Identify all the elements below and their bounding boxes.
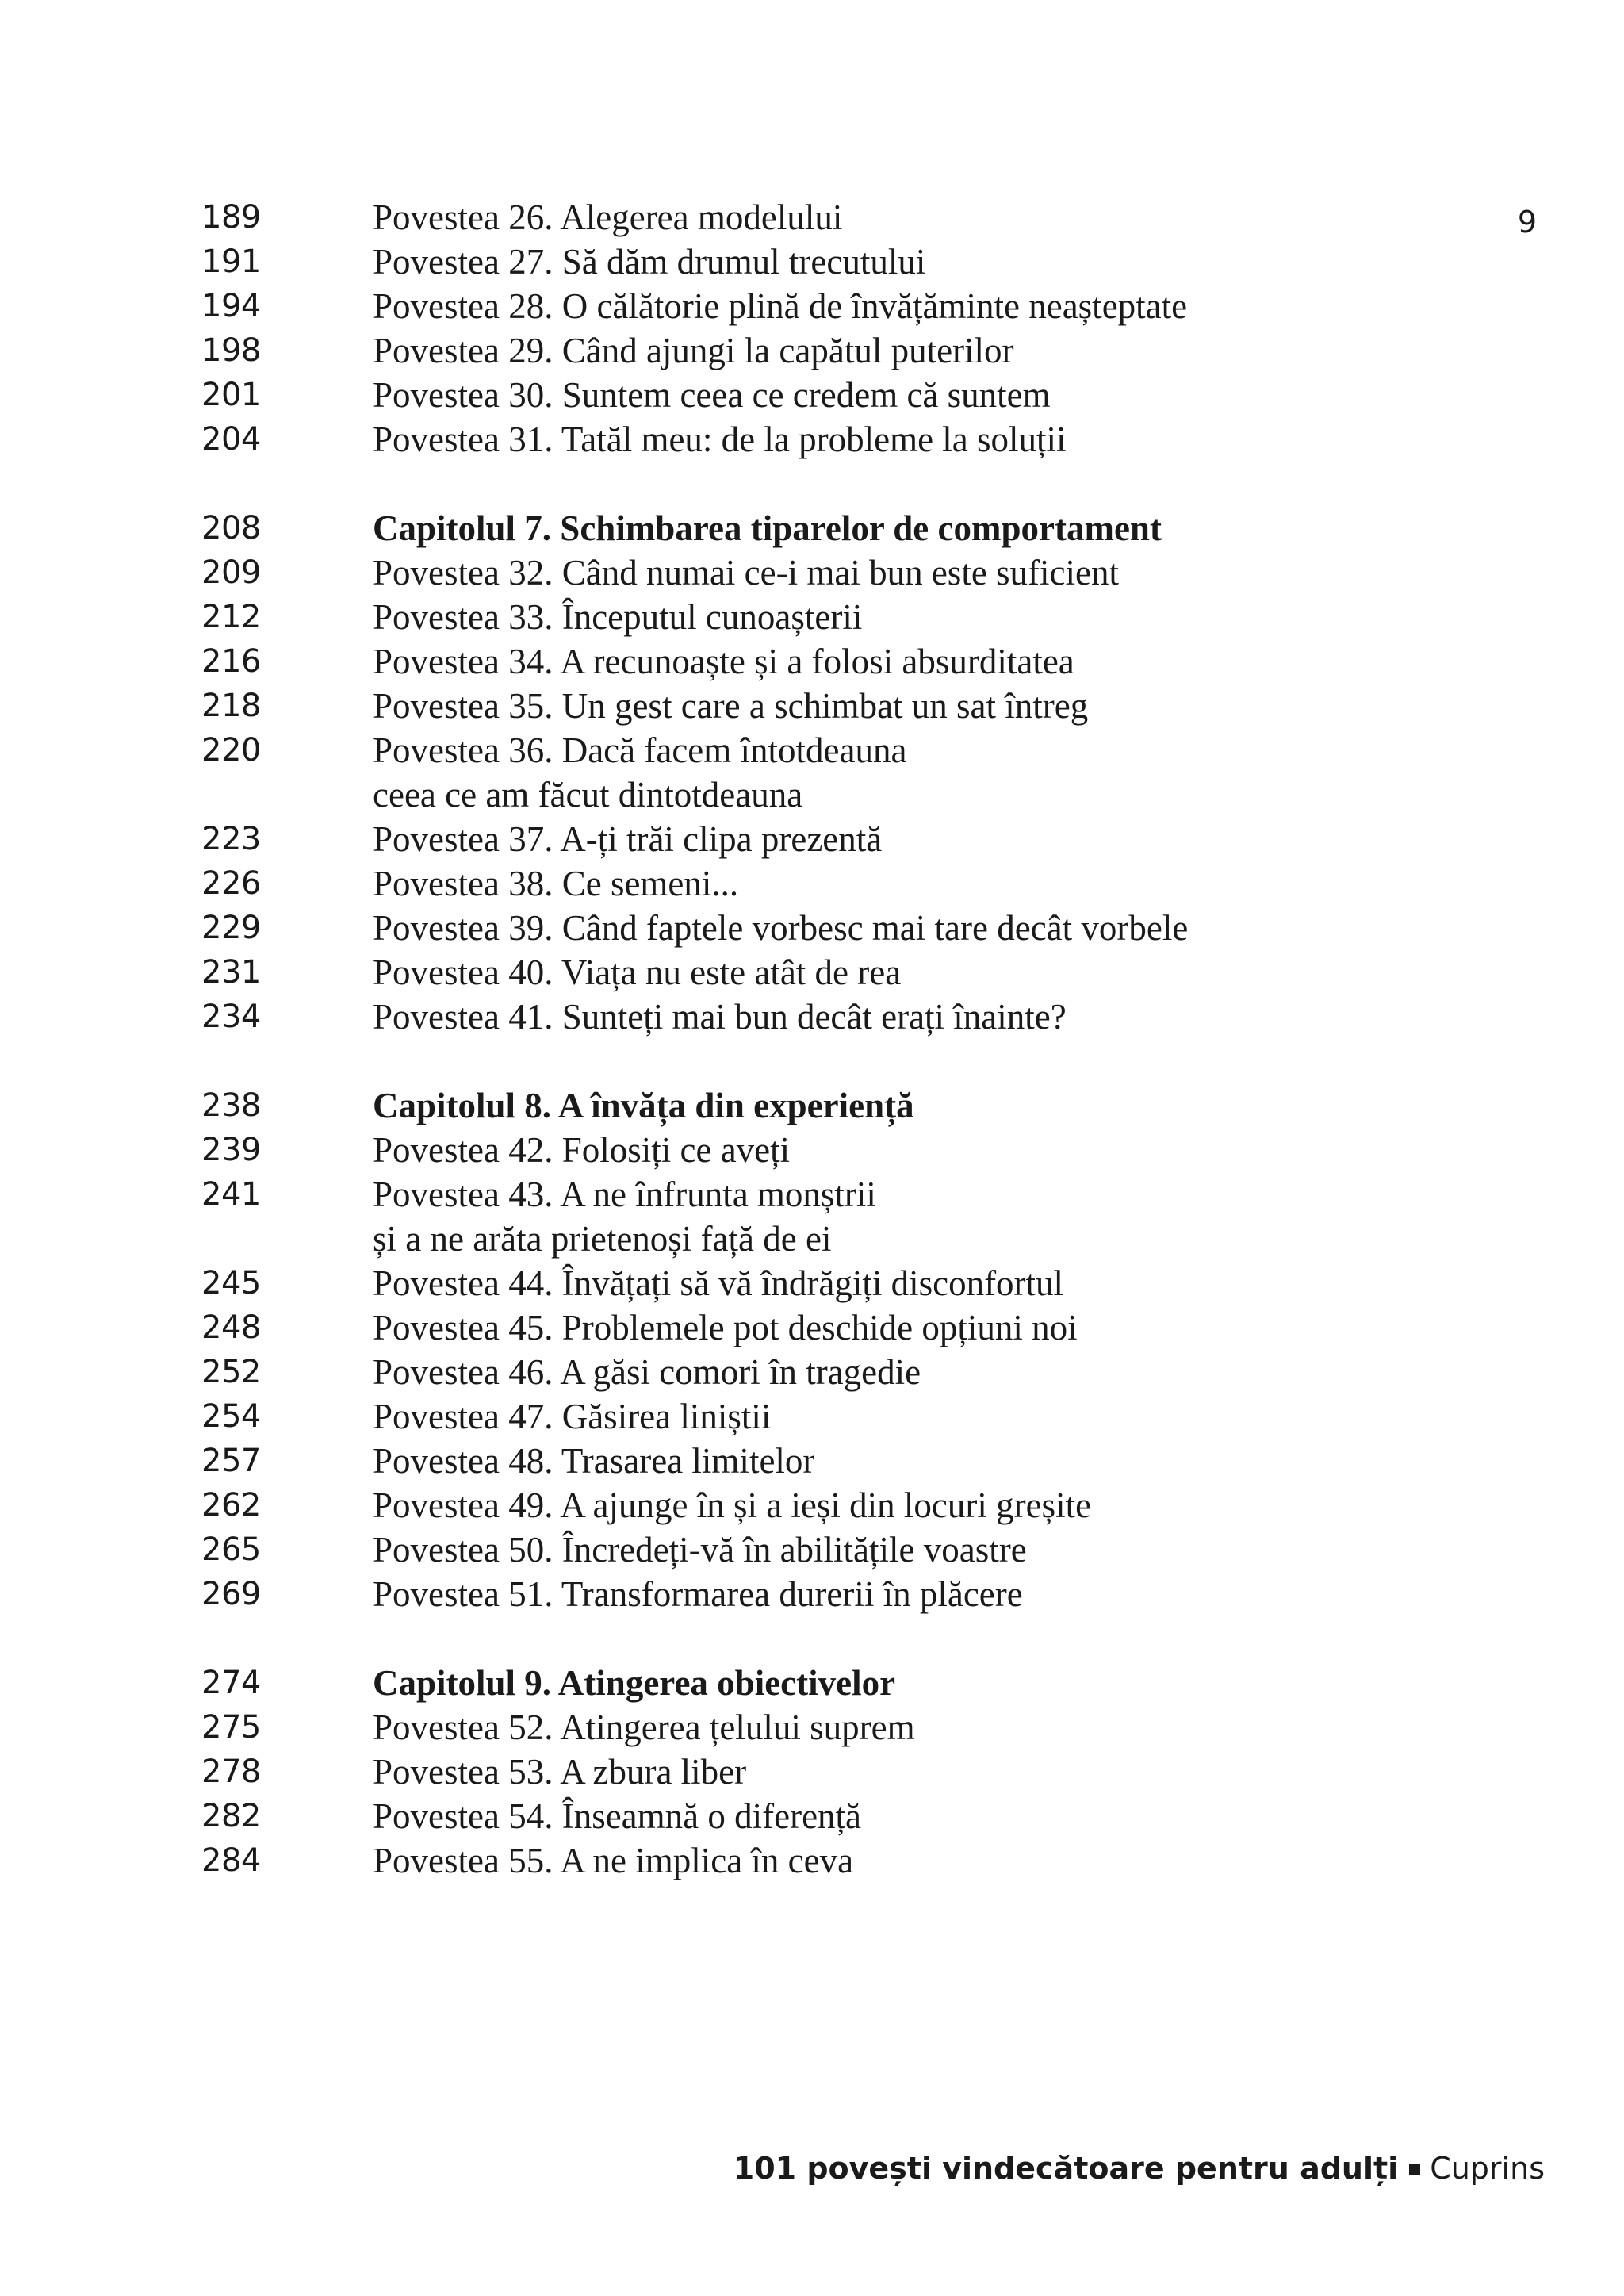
toc-title-line: Povestea 51. Transformarea durerii în plăcere (373, 1574, 1023, 1614)
toc-entry-row (0, 1705, 1624, 1750)
toc-title-line: Povestea 45. Problemele pot deschide opțiuni noi (373, 1308, 1078, 1347)
toc-entry-title (373, 817, 1522, 861)
toc-page-number: 265 (201, 1531, 261, 1568)
toc-entry-row (0, 417, 1624, 462)
toc-page-number: 257 (201, 1443, 261, 1479)
toc-entry-title (373, 1128, 1522, 1172)
toc-entry-title (373, 1394, 1522, 1439)
toc-entry-row (0, 1838, 1624, 1883)
toc-title-line: Povestea 44. Învățați să vă îndrăgiți disconfortul (373, 1263, 1064, 1303)
toc-chapter-row (0, 1083, 1624, 1128)
toc-entry-row (0, 861, 1624, 906)
toc-title-line: Povestea 40. Viața nu este atât de rea (373, 953, 902, 992)
footer-separator-square (1409, 2164, 1420, 2175)
toc-title-line: Povestea 50. Încredeți-vă în abilitățile voastre (373, 1530, 1027, 1570)
toc-entry-title (373, 995, 1522, 1039)
table-of-contents (0, 195, 1624, 1927)
toc-entry-title (373, 1527, 1522, 1572)
toc-entry-title (373, 639, 1522, 684)
toc-entry-row (0, 906, 1624, 950)
toc-entry-title (373, 1705, 1522, 1750)
toc-entry-row (0, 328, 1624, 373)
toc-title-line: Capitolul 7. Schimbarea tiparelor de comportament (373, 508, 1162, 548)
toc-title-line: Povestea 34. A recunoaște și a folosi absurditatea (373, 642, 1074, 681)
toc-entry-row (0, 1350, 1624, 1394)
toc-section (0, 195, 1624, 462)
toc-entry-row (0, 550, 1624, 595)
toc-entry-title (373, 595, 1522, 639)
toc-chapter-title (373, 506, 1522, 550)
toc-entry-row (0, 1261, 1624, 1305)
toc-title-line: Povestea 46. A găsi comori în tragedie (373, 1352, 921, 1392)
toc-entry-row (0, 817, 1624, 861)
toc-entry-row (0, 1572, 1624, 1616)
toc-page-number: 231 (201, 954, 261, 991)
toc-entry-title (373, 284, 1522, 328)
toc-page-number: 241 (201, 1176, 261, 1213)
toc-entry-title (373, 1305, 1522, 1350)
footer-book-title: 101 povești vindecătoare pentru adulți (733, 2151, 1399, 2186)
toc-title-line: Povestea 37. A-ți trăi clipa prezentă (373, 819, 883, 859)
toc-entry-row (0, 1527, 1624, 1572)
toc-title-line: Povestea 33. Începutul cunoașterii (373, 597, 863, 637)
toc-chapter-title (373, 1661, 1522, 1705)
toc-title-line: Povestea 55. A ne implica în ceva (373, 1841, 854, 1880)
toc-entry-row (0, 240, 1624, 284)
toc-page-number: 234 (201, 999, 261, 1035)
toc-page-number: 218 (201, 688, 261, 724)
toc-entry-row (0, 995, 1624, 1039)
toc-entry-row (0, 1128, 1624, 1172)
toc-entry-row (0, 1439, 1624, 1483)
toc-entry-row (0, 1305, 1624, 1350)
toc-entry-row (0, 1794, 1624, 1838)
toc-entry-title (373, 1572, 1522, 1616)
toc-page-number: 269 (201, 1576, 261, 1612)
toc-entry-title (373, 1794, 1522, 1838)
toc-title-line: Povestea 38. Ce semeni... (373, 864, 739, 903)
toc-page-number: 209 (201, 554, 261, 591)
toc-page-number: 223 (201, 821, 261, 857)
toc-entry-title (373, 550, 1522, 595)
toc-page-number: 284 (201, 1842, 261, 1879)
toc-entry-row (0, 373, 1624, 417)
toc-entry-title (373, 1261, 1522, 1305)
toc-entry-title (373, 195, 1522, 240)
toc-page-number: 189 (201, 199, 261, 236)
toc-title-line: Povestea 42. Folosiți ce aveți (373, 1130, 791, 1170)
toc-entry-title (373, 1483, 1522, 1527)
toc-page-number: 238 (201, 1087, 261, 1124)
toc-page-number: 275 (201, 1709, 261, 1746)
toc-title-line-continued: ceea ce am făcut dintotdeauna (373, 775, 803, 815)
toc-entry-row (0, 639, 1624, 684)
toc-page-number: 212 (201, 599, 261, 635)
toc-title-line: Povestea 48. Trasarea limitelor (373, 1441, 815, 1481)
toc-page-number: 226 (201, 865, 261, 902)
toc-entry-title (373, 1350, 1522, 1394)
toc-entry-row (0, 195, 1624, 240)
toc-page-number: 208 (201, 510, 261, 546)
toc-title-line-continued: și a ne arăta prietenoși față de ei (373, 1219, 832, 1259)
toc-title-line: Povestea 32. Când numai ce-i mai bun este suficient (373, 553, 1120, 592)
toc-title-line: Povestea 35. Un gest care a schimbat un sat întreg (373, 686, 1089, 726)
toc-entry-title (373, 1838, 1522, 1883)
toc-entry-title (373, 684, 1522, 728)
toc-title-line: Povestea 27. Să dăm drumul trecutului (373, 242, 926, 282)
toc-page-number: 245 (201, 1265, 261, 1301)
toc-page-number: 254 (201, 1398, 261, 1435)
toc-chapter-row (0, 1661, 1624, 1705)
toc-page-number: 204 (201, 421, 261, 458)
toc-entry-row (0, 950, 1624, 995)
toc-title-line: Povestea 39. Când faptele vorbesc mai tare decât vorbele (373, 908, 1189, 948)
toc-entry-row (0, 284, 1624, 328)
toc-page-number: 229 (201, 910, 261, 946)
toc-entry-title (373, 861, 1522, 906)
toc-entry-row (0, 1172, 1624, 1261)
toc-entry-row (0, 684, 1624, 728)
toc-title-line: Povestea 28. O călătorie plină de învățăminte neașteptate (373, 286, 1188, 326)
toc-page-number: 220 (201, 732, 261, 769)
toc-title-line: Povestea 29. Când ajungi la capătul puterilor (373, 331, 1014, 370)
toc-page-number: 239 (201, 1132, 261, 1168)
toc-page-number: 198 (201, 332, 261, 369)
running-footer (733, 2146, 1545, 2191)
toc-chapter-row (0, 506, 1624, 550)
toc-title-line: Povestea 52. Atingerea țelului suprem (373, 1708, 915, 1747)
toc-entry-title (373, 906, 1522, 950)
toc-page-number: 191 (201, 243, 261, 280)
toc-entry-title (373, 328, 1522, 373)
toc-title-line: Povestea 53. A zbura liber (373, 1752, 747, 1792)
toc-page-number: 194 (201, 288, 261, 324)
toc-title-line: Capitolul 9. Atingerea obiectivelor (373, 1663, 896, 1703)
toc-entry-title (373, 1172, 1522, 1261)
toc-entry-row (0, 1394, 1624, 1439)
toc-page-number: 248 (201, 1309, 261, 1346)
toc-entry-title (373, 417, 1522, 462)
toc-chapter-title (373, 1083, 1522, 1128)
toc-section (0, 1661, 1624, 1883)
toc-section (0, 506, 1624, 1039)
toc-page-number: 216 (201, 643, 261, 680)
footer-section-name: Cuprins (1430, 2151, 1545, 2186)
toc-page-number: 274 (201, 1665, 261, 1701)
toc-entry-title (373, 240, 1522, 284)
toc-section (0, 1083, 1624, 1616)
toc-entry-title (373, 950, 1522, 995)
toc-entry-row (0, 595, 1624, 639)
toc-entry-title (373, 373, 1522, 417)
toc-title-line: Povestea 31. Tatăl meu: de la probleme la soluții (373, 420, 1067, 459)
toc-title-line: Povestea 47. Găsirea liniștii (373, 1397, 772, 1436)
toc-entry-title (373, 728, 1522, 817)
toc-page-number: 262 (201, 1487, 261, 1524)
page-number: 9 (1517, 205, 1537, 240)
toc-entry-row (0, 1750, 1624, 1794)
toc-entry-row (0, 1483, 1624, 1527)
toc-page-number: 201 (201, 377, 261, 413)
toc-title-line: Povestea 43. A ne înfrunta monștrii (373, 1175, 876, 1214)
toc-title-line: Povestea 49. A ajunge în și a ieși din locuri greșite (373, 1485, 1092, 1525)
toc-title-line: Povestea 36. Dacă facem întotdeauna (373, 730, 907, 770)
toc-title-line: Povestea 54. Înseamnă o diferență (373, 1796, 862, 1836)
toc-title-line: Capitolul 8. A învăța din experiență (373, 1086, 914, 1125)
toc-page-number: 252 (201, 1354, 261, 1390)
toc-entry-title (373, 1439, 1522, 1483)
toc-title-line: Povestea 41. Sunteți mai bun decât erați înainte? (373, 997, 1067, 1037)
toc-page-number: 282 (201, 1798, 261, 1834)
toc-title-line: Povestea 26. Alegerea modelului (373, 197, 843, 237)
toc-entry-title (373, 1750, 1522, 1794)
toc-title-line: Povestea 30. Suntem ceea ce credem că suntem (373, 375, 1051, 415)
toc-page-number: 278 (201, 1754, 261, 1790)
toc-entry-row (0, 728, 1624, 817)
